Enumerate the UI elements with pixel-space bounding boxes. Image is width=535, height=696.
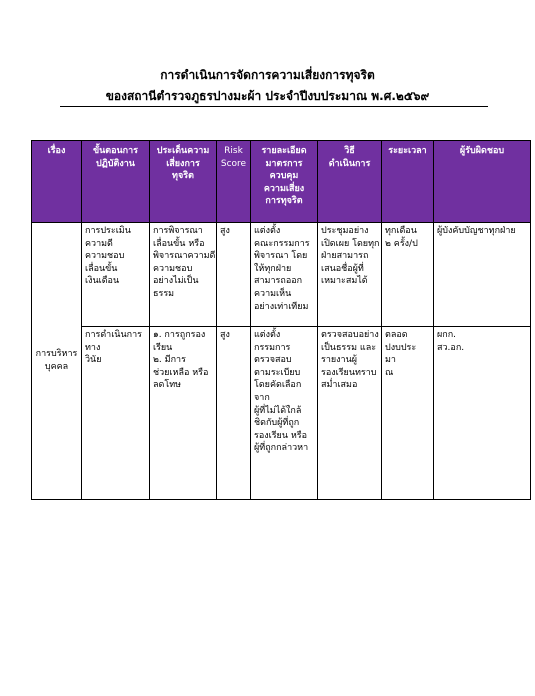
cell-text-line: มาตรการ <box>265 158 303 169</box>
cell-text-line: การประเมิน <box>85 226 131 236</box>
cell-text-line: ตรวจสอบอย่าง <box>321 330 379 340</box>
responsible-cell <box>434 327 531 500</box>
cell-text-line: ตลอด <box>385 330 408 340</box>
cell-text-line: ปฏิบัติงาน <box>96 158 135 169</box>
cell-text-line: เงินเดือน <box>85 276 120 287</box>
cell-text-line: รายงานผู้ <box>321 355 358 366</box>
topic-cell <box>32 223 82 500</box>
header-method <box>318 141 382 223</box>
responsible-cell <box>434 223 531 327</box>
cell-text-line: ช่วยเหลือ หรือ <box>153 367 209 378</box>
cell-text-line: ประชุมอย่าง <box>321 226 369 236</box>
header-control-measures <box>251 141 318 223</box>
cell-text-line: ชิดกับผู้ที่ถูก <box>254 418 300 429</box>
cell-text-line: อย่างเท่าเทียม <box>254 301 309 312</box>
cell-text-line: คณะกรรมการ <box>254 238 310 249</box>
cell-text-line: เลื่อนขั้น หรือ <box>153 238 205 249</box>
cell-text-line: บุคคล <box>44 362 69 372</box>
cell-text-line: มา <box>385 355 396 366</box>
cell-text-line: การบริหาร <box>35 349 78 360</box>
cell-text-line: ผู้ที่ไม่ได้ใกล้ <box>254 405 302 416</box>
period-cell <box>382 223 434 327</box>
cell-text-line: ความชอบ <box>85 251 125 262</box>
cell-text-line: ควบคุม <box>269 171 299 182</box>
cell-text-line: ผู้รับผิดชอบ <box>459 146 505 156</box>
cell-text-line: ๒. มีการ <box>153 355 186 366</box>
cell-text-line: แต่งตั้ง <box>254 330 281 340</box>
cell-text-line: ความดี <box>85 238 113 249</box>
title-underline <box>60 106 488 107</box>
cell-text-line: ผู้บังคับบัญชาทุกฝ่าย <box>437 226 516 236</box>
table-row <box>32 327 531 500</box>
cell-text-line: พิจารณา โดย <box>254 251 308 262</box>
cell-text-line: อย่างไม่เป็น <box>153 276 199 287</box>
risk-score-cell <box>217 223 251 327</box>
header-row <box>32 141 531 223</box>
risk-score-cell <box>217 327 251 500</box>
cell-text-line: โดยคัดเลือก <box>254 380 302 391</box>
procedure-cell <box>82 223 150 327</box>
cell-text-line: เรียน <box>153 342 173 353</box>
cell-text-line: ปงบประ <box>385 342 417 353</box>
cell-text-line: ๒ ครั้ง/ป <box>385 238 418 249</box>
cell-text-line: ๑. การถูกรอง <box>153 330 206 340</box>
control-measures-cell <box>251 327 318 500</box>
cell-text-line: การทุจริต <box>265 196 303 207</box>
period-cell <box>382 327 434 500</box>
cell-text-line: สูง <box>220 330 230 340</box>
cell-text-line: ระยะเวลา <box>388 146 427 156</box>
cell-text-line: สม่ำเสมอ <box>321 380 358 391</box>
cell-text-line: วินัย <box>85 355 102 366</box>
cell-text-line: ทาง <box>85 342 101 353</box>
method-cell <box>318 223 382 327</box>
cell-text-line: ทุจริต <box>172 171 194 182</box>
cell-text-line: แต่งตั้ง <box>254 226 281 236</box>
cell-text-line: ให้ทุกฝ่าย <box>254 263 292 274</box>
cell-text-line: รองเรียนทราบ <box>321 367 377 378</box>
cell-text-line: Risk <box>224 146 243 156</box>
document-title: การดำเนินการจัดการความเสี่ยงการทุจริต <box>160 68 375 82</box>
cell-text-line: เสี่ยงการ <box>166 158 200 169</box>
cell-text-line: ผู้ที่ถูกกล่าวหา <box>254 443 309 454</box>
header-procedure <box>82 141 150 223</box>
risk-management-table <box>31 140 531 500</box>
cell-text-line: เหมาะสมได้ <box>321 276 368 287</box>
header-period <box>382 141 434 223</box>
cell-text-line: รายละเอียด <box>261 146 307 156</box>
risk-issue-cell <box>150 327 217 500</box>
cell-text-line: Score <box>220 158 247 169</box>
cell-text-line: พิจารณาความดี <box>153 251 216 262</box>
header-responsible <box>434 141 531 223</box>
cell-text-line: จาก <box>254 392 270 403</box>
cell-text-line: การพิจารณา <box>153 226 203 236</box>
cell-text-line: สว.อก. <box>437 342 465 353</box>
cell-text-line: รองเรียน หรือ <box>254 430 308 441</box>
cell-text-line: ประเด็นความ <box>156 146 210 156</box>
risk-issue-cell <box>150 223 217 327</box>
header-topic <box>32 141 82 223</box>
cell-text-line: เป็นธรรม และ <box>321 342 377 353</box>
table-row <box>32 223 531 327</box>
document-subtitle: ของสถานีตำรวจภูธรปางมะผ้า ประจำปีงบประมาณ พ.ศ.๒๕๖๙ <box>105 89 430 103</box>
header-risk-score <box>217 141 251 223</box>
cell-text-line: เลื่อนขั้น <box>85 263 118 274</box>
cell-text-line: ตรวจสอบ <box>254 355 292 366</box>
cell-text-line: ความเสี่ยง <box>263 183 305 194</box>
cell-text-line: ลดโทษ <box>153 380 182 391</box>
cell-text-line: ตามระเบียบ <box>254 367 301 378</box>
cell-text-line: ความเห็น <box>254 288 292 299</box>
cell-text-line: เสนอชื่อผู้ที่ <box>321 263 364 274</box>
procedure-cell <box>82 327 150 500</box>
header-risk-issue <box>150 141 217 223</box>
cell-text-line: ดำเนินการ <box>328 158 371 169</box>
cell-text-line: ทุกเดือน <box>385 226 417 236</box>
cell-text-line: ความชอบ <box>153 263 193 274</box>
cell-text-line: วิธี <box>344 146 355 156</box>
cell-text-line: สูง <box>220 226 230 236</box>
cell-text-line: กรรมการ <box>254 342 291 353</box>
cell-text-line: เรื่อง <box>47 146 66 156</box>
cell-text-line: ณ <box>385 367 394 378</box>
cell-text-line: ขั้นตอนการ <box>92 146 139 156</box>
cell-text-line: ฝ่ายสามารถ <box>321 251 369 262</box>
cell-text-line: สามารถออก <box>254 276 303 287</box>
cell-text-line: ผกก. <box>437 330 457 340</box>
cell-text-line: ธรรม <box>153 288 175 299</box>
cell-text-line: การดำเนินการ <box>85 330 142 340</box>
method-cell <box>318 327 382 500</box>
control-measures-cell <box>251 223 318 327</box>
cell-text-line: เปิดเผย โดยทุก <box>321 238 380 249</box>
